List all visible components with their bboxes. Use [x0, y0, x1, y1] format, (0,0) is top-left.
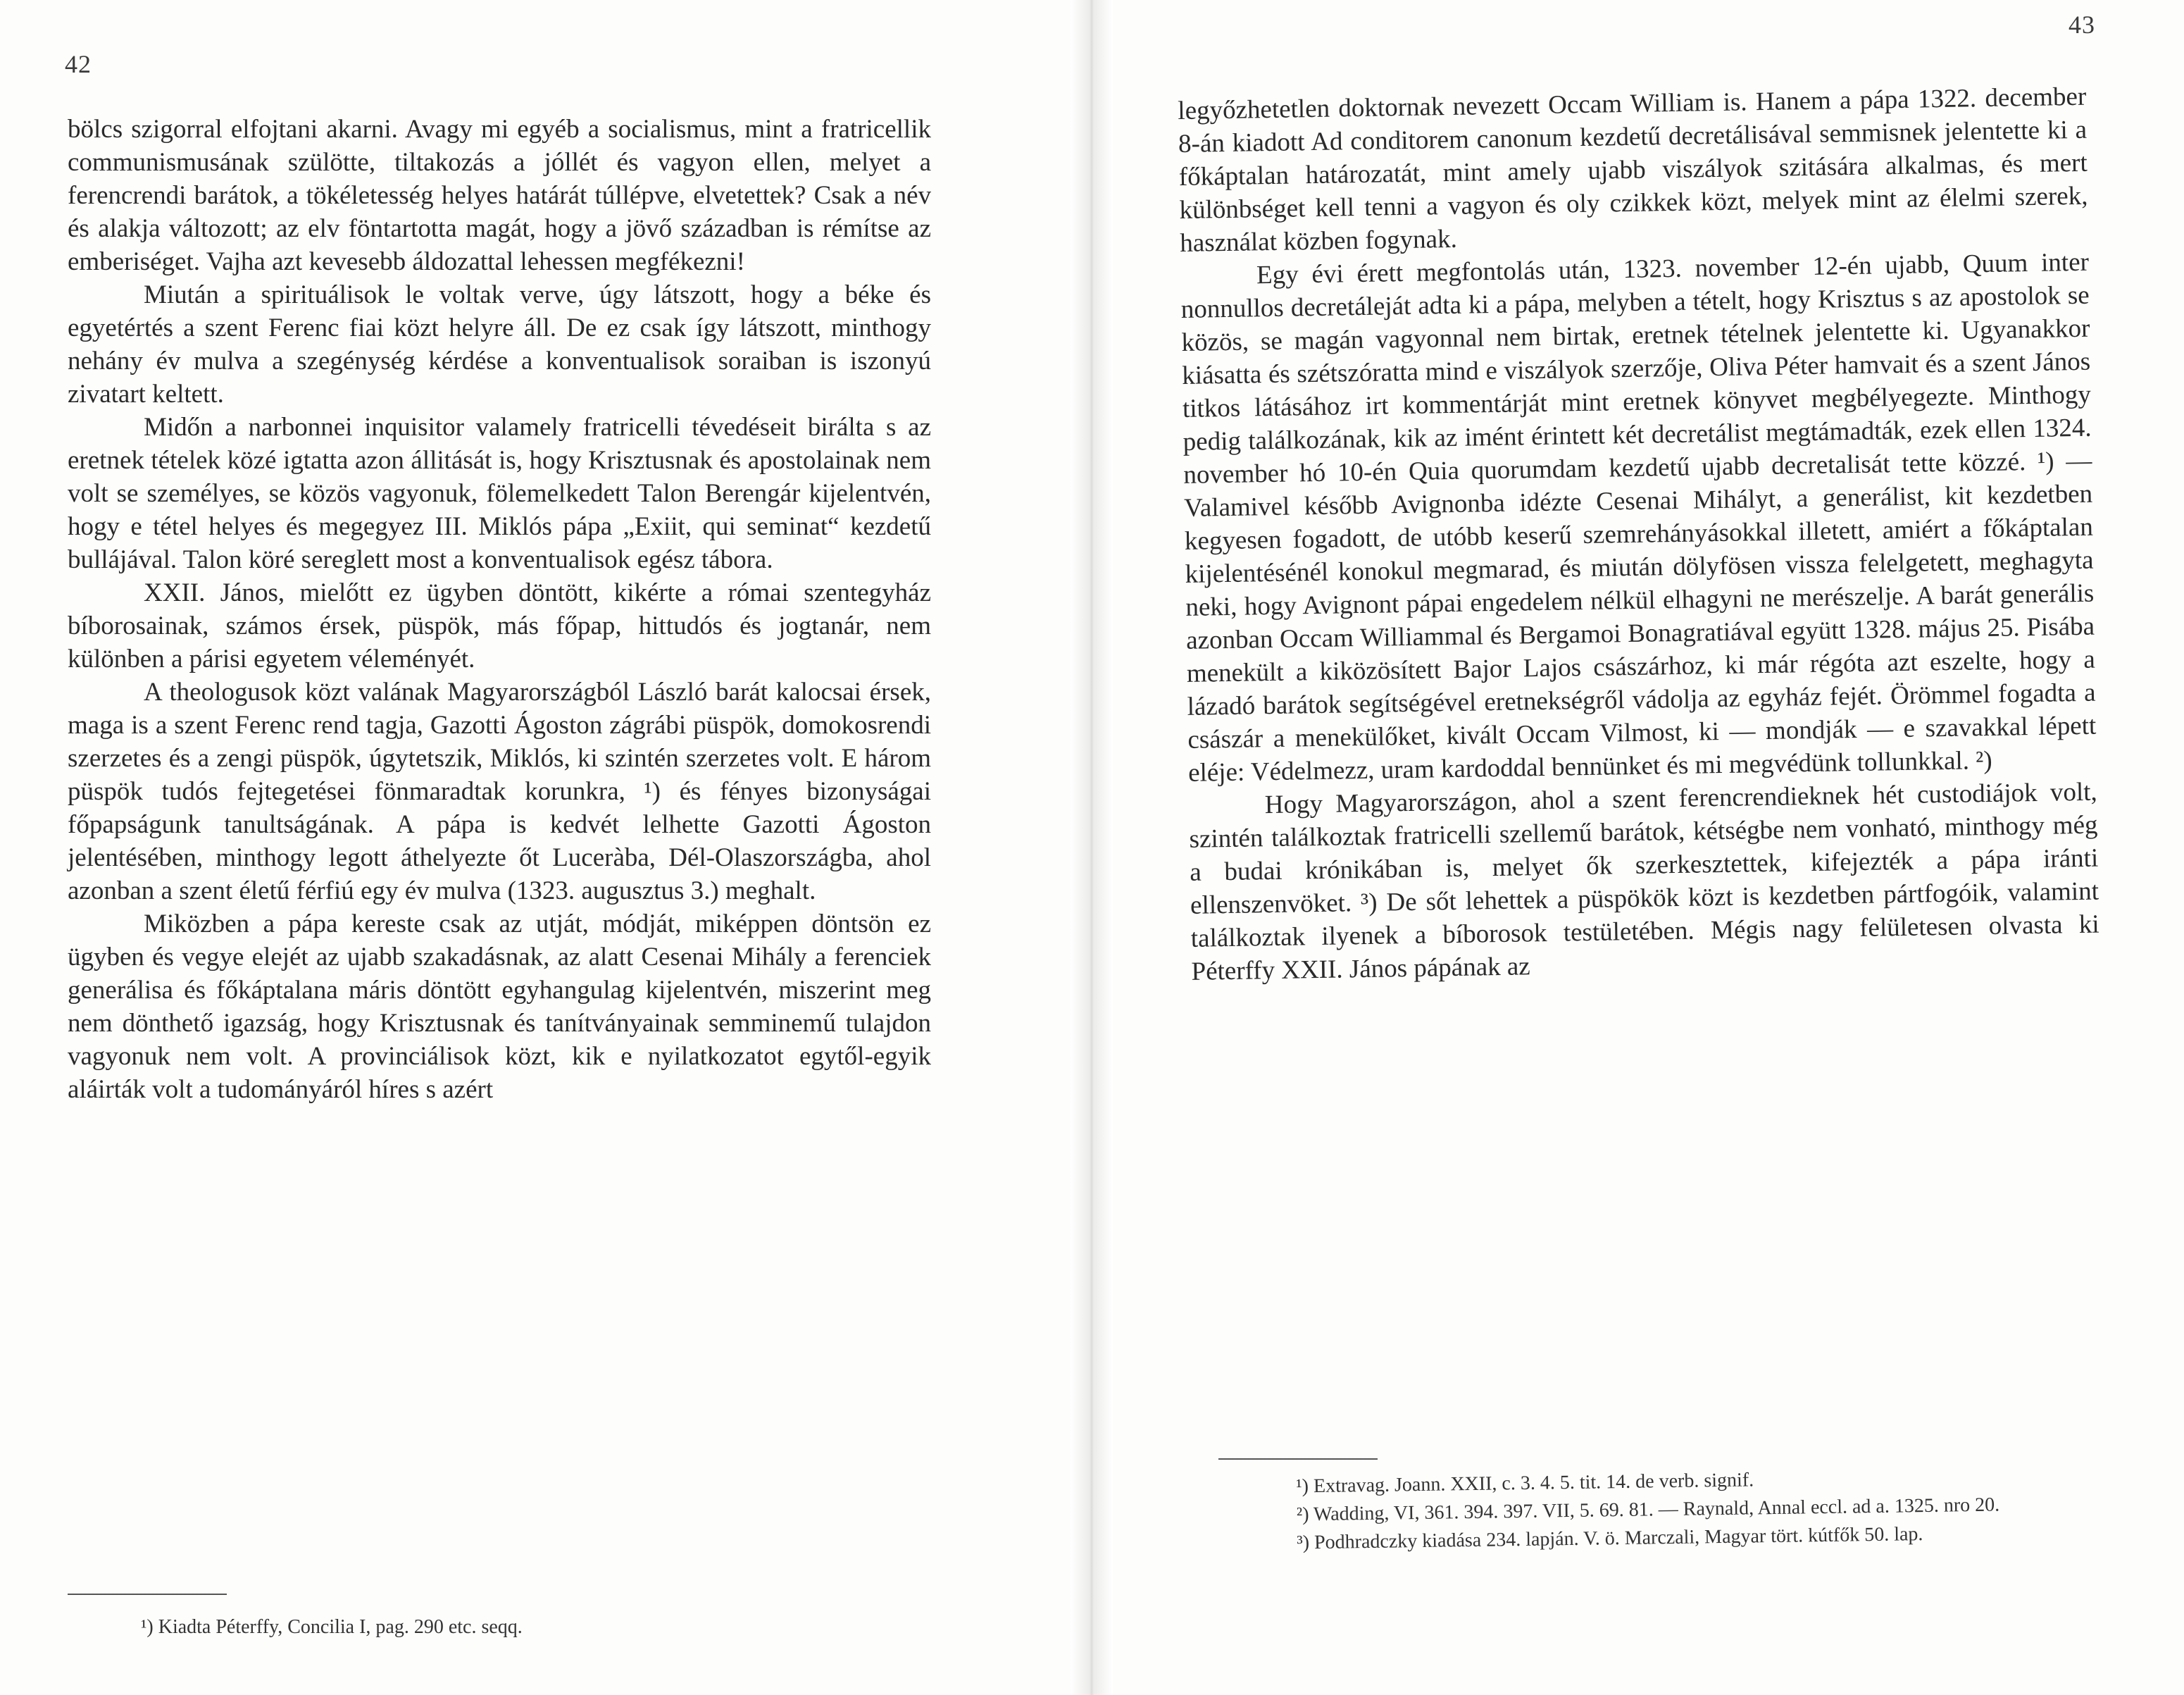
paragraph: Egy évi érett megfontolás után, 1323. november 12-én ujabb, Quum inter nonnullos decretáleját adta ki a pápa, melyben a tételt, hogy Krisztus s az apostolok se közös, se magán vagyonnal nem birtak, eretnek tételnek jelentette ki. Ugyanakkor kiásatta és szétszóratta mind e viszályok szerzője, Oliva Péter hamvait és a szent János titkos látásához irt kommentárját mint eretnek könyvet megbélyegezte. Minthogy pedig találkozának, kik az imént érintett két decretálist megtámadták, ezek ellen 1324. november hó 10-én Quia quorumdam kezdetű ujabb decretalisát tette közzé. ¹) — Valamivel később Avignonba idézte Cesenai Mihályt, a generálist, kit kezdetben kegyesen fogadott, de utóbb keserű szemrehányásokkal illetett, amiért a főkáptalan kijelentésénél konokul megmarad, és miután dölyfösen vissza felelgetett, meghagyta neki, hogy Avignont pápai engedelem nélkül elhagyni ne merészelje. A barát generális azonban Occam Williammal és Bergamoi Bonagratiával együtt 1328. május 25. Pisába menekült a kiközösített Bajor Lajos császárhoz, ki már régóta azt eszelte, hogy a lázadó barátok segítségével eretnekségről vádolja az egyház fejét. Örömmel fogadta a császár a menekülőket, kivált Occam Vilmost, ki — mondják — e szavakkal lépett eléje: Védelmezz, uram kardoddal bennünket és mi megvédünk tollunkkal. ²) — [1180, 247, 2097, 788]
paragraph: bölcs szigorral elfojtani akarni. Avagy mi egyéb a socialismus, mint a fratricellik communismusának szülötte, tiltakozás a jóllét és vagyon ellen, melyet a ferencrendi barátok, a tökéletesség helyes határát túllépve, elvetettek? Csak a név és alakja változott; az elv föntartotta magát, hogy a jövő században is rémítse az emberiséget. Vajha azt kevesebb áldozattal lehessen megfékezni! — [68, 115, 931, 276]
book-gutter — [1071, 0, 1113, 1695]
footnotes — [141, 1613, 916, 1641]
footnote: ¹) Extravag. Joann. XXII, c. 3. 4. 5. tit. 14. de verb. signif. — [1296, 1469, 1754, 1498]
footnote: ³) Podhradczky kiadása 234. lapján. V. ö. Marczali, Magyar tört. kútfők 50. lap. — [1297, 1523, 1923, 1554]
paragraph: Midőn a narbonnei inquisitor valamely fratricelli tévedéseit birálta s az eretnek tételek közé igtatta azon állitását is, hogy Krisztusnak és apostolainak nem volt se személyes, se közös vagyonuk, fölemelkedett Talon Berengár kijelentvén, hogy e tétel helyes és megegyez III. Miklós pápa „Exiit, qui seminat“ kezdetű bullájával. Talon köré sereglett most a konventualisok egész tábora. — [68, 413, 931, 574]
footnote-divider — [1218, 1458, 1378, 1460]
page-number: 43 — [2068, 11, 2095, 39]
footnote: ¹) Kiadta Péterffy, Concilia I, pag. 290 etc. seqq. — [141, 1616, 523, 1638]
paragraph: Miután a spirituálisok le voltak verve, úgy látszott, hogy a béke és egyetértés a szent Ferenc fiai közt helyre áll. De ez csak így látszott, minthogy nehány év mulva a szegénység kérdése a konventualisok soraiban is iszonyú zivatart keltett. — [68, 280, 931, 409]
footnote-divider — [68, 1594, 227, 1595]
paragraph: Hogy Magyarországon, ahol a szent ferencrendieknek hét custodiájok volt, szintén találkoztak fratricelli szellemű barátok, kétségbe nem vonható, minthogy még a budai krónikában is, melyet ők szerkesztettek, kifejezték a pápa iránti ellenszenvöket. ³) De sőt lehettek a püspökök közt is kezdetben pártfogóik, valamint találkoztak ilyenek a bíborosok testületében. Mégis nagy felületesen olvasta ki Péterffy XXII. János pápának az — [1189, 777, 2099, 986]
left-page — [0, 0, 1071, 1695]
footnote: ²) Wadding, VI, 361. 394. 397. VII, 5. 69. 81. — Raynald, Annal eccl. ad a. 1325. nro 20. — [1296, 1494, 2000, 1526]
paragraph: Miközben a pápa kereste csak az utját, módját, miképpen döntsön ez ügyben és vegye elejét az ujabb szakadásnak, az alatt Cesenai Mihály a ferenciek generálisa és főkáptalana máris döntött egyhangulag kijelentvén, miszerint meg nem dönthető igazság, hogy Krisztusnak és tanítványainak semminemű tulajdon vagyonuk nem volt. A provinciálisok közt, kik e nyilatkozatot egytől-egyik aláirták volt a tudományáról híres s azért — [68, 909, 931, 1104]
footnotes — [1218, 1462, 2093, 1558]
paragraph: A theologusok közt valának Magyarországból László barát kalocsai érsek, maga is a szent Ferenc rend tagja, Gazotti Ágoston zágrábi püspök, domokosrendi szerzetes és a zengi püspök, úgytetszik, Miklós, ki szintén szerzetes volt. E három püspök tudós fejtegetései fönmaradtak korunkra, ¹) és fényes bizonyságai főpapságunk tanultságának. A pápa is kedvét lelhette Gazotti Ágoston jelentésében, minthogy legott áthelyezte őt Luceràba, Dél-Olaszországba, ahol azonban a szent életű férfiú egy év mulva (1323. augusztus 3.) meghalt. — [68, 678, 931, 905]
paragraph: legyőzhetetlen doktornak nevezett Occam William is. Hanem a pápa 1322. december 8-án kiadott Ad conditorem canonum kezdetű decretálisával semmisnek jelentette ki a főkáptalan határozatát, mint amely ujabb viszályok szitására alkalmas, és mert különbséget kell tenni a vagyon és oly czikkek közt, melyek mint az élelmi szerek, használat közben fogynak. — [1178, 82, 2088, 258]
body-text — [1178, 80, 2100, 988]
body-text — [68, 113, 931, 1106]
page-number: 42 — [65, 50, 92, 78]
right-page — [1113, 0, 2184, 1695]
paragraph: XXII. János, mielőtt ez ügyben döntött, kikérte a római szentegyház bíborosainak, számos érsek, püspök, más főpap, hittudós és jogtanár, nem különben a párisi egyetem véleményét. — [68, 578, 931, 673]
